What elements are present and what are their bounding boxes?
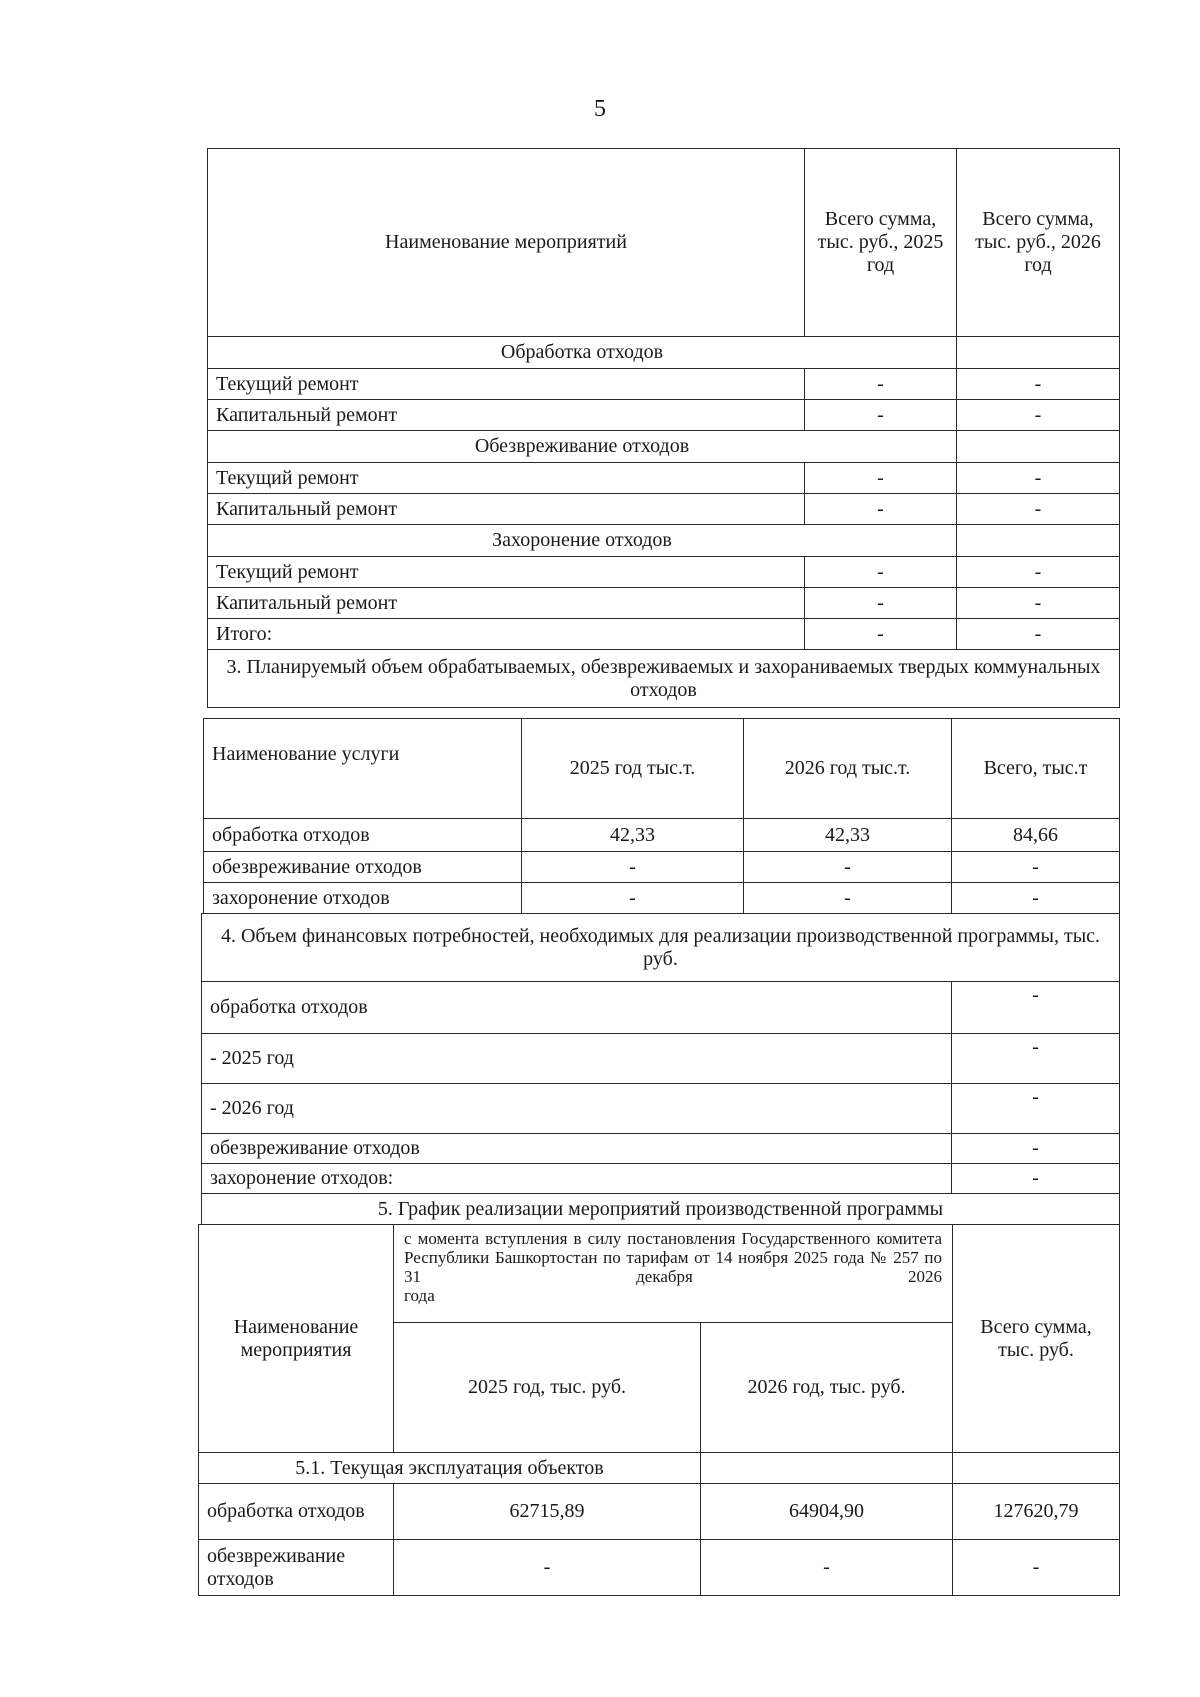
header-total: Всего сумма, тыс. руб. [953, 1225, 1120, 1453]
row-label: Текущий ремонт [208, 369, 805, 400]
table-row [202, 982, 1120, 1034]
header-total-2025: Всего сумма, тыс. руб., 2025 год [805, 149, 957, 337]
subsection-title: 5.1. Текущая эксплуатация объектов [199, 1453, 701, 1484]
waste-volume-table [203, 718, 1120, 914]
value-2026: - [957, 400, 1120, 431]
table-row [208, 463, 1120, 494]
header-2025: 2025 год, тыс. руб. [394, 1323, 701, 1453]
value-total: - [953, 1540, 1120, 1596]
table-row [208, 369, 1120, 400]
row-value: - [952, 982, 1120, 1034]
value-2025: - [805, 369, 957, 400]
row-label: захоронение отходов [204, 883, 522, 914]
financial-needs-table [201, 913, 1120, 1225]
value-2026: - [957, 369, 1120, 400]
repair-costs-table [207, 148, 1120, 708]
row-value: - [952, 1164, 1120, 1194]
section-row [208, 525, 1120, 557]
header-total-2026: Всего сумма, тыс. руб., 2026 год [957, 149, 1120, 337]
value-2026: 64904,90 [701, 1484, 953, 1540]
table-header-row [204, 719, 1120, 819]
value-2026: - [957, 463, 1120, 494]
value-2026: - [744, 852, 952, 883]
total-label: Итого: [208, 619, 805, 650]
table-row [208, 494, 1120, 525]
value-2026: - [957, 557, 1120, 588]
value-2025: - [805, 400, 957, 431]
header-period-text: с момента вступления в силу постановления Государственного комитета Республики Башкортостан по тарифам от 14 ноября 2025 года № 257 по 31 декабря 2026 [404, 1229, 943, 1287]
row-value: - [952, 1034, 1120, 1084]
header-service-name: Наименование услуги [204, 719, 522, 819]
total-2025: - [805, 619, 957, 650]
header-event-name: Наименование мероприятия [199, 1225, 394, 1453]
table-row [208, 400, 1120, 431]
table-row [202, 1034, 1120, 1084]
header-2026: 2026 год тыс.т. [744, 719, 952, 819]
row-label: Капитальный ремонт [208, 494, 805, 525]
table-row [199, 1484, 1120, 1540]
table-header-row [199, 1225, 1120, 1323]
row-label: обезвреживание отходов [199, 1540, 394, 1596]
value-2025: - [805, 463, 957, 494]
row-label: Текущий ремонт [208, 557, 805, 588]
row-label: - 2025 год [202, 1034, 952, 1084]
row-label: Капитальный ремонт [208, 400, 805, 431]
value-2026: - [701, 1540, 953, 1596]
table-row [204, 819, 1120, 852]
value-2025: - [522, 852, 744, 883]
table-row [204, 852, 1120, 883]
section5-title: 5. График реализации мероприятий производственной программы [202, 1194, 1120, 1225]
section-title: Захоронение отходов [208, 525, 957, 557]
value-2026: - [957, 494, 1120, 525]
row-label: обработка отходов [202, 982, 952, 1034]
table-row [202, 1164, 1120, 1194]
table-row [204, 883, 1120, 914]
table-row [208, 588, 1120, 619]
value-total: 127620,79 [953, 1484, 1120, 1540]
schedule-table [198, 1224, 1120, 1596]
header-period-last: года [404, 1286, 435, 1306]
value-total: - [952, 883, 1120, 914]
row-label: Капитальный ремонт [208, 588, 805, 619]
row-label: обезвреживание отходов [204, 852, 522, 883]
section-heading-row [202, 914, 1120, 982]
header-2025: 2025 год тыс.т. [522, 719, 744, 819]
section-title: Обезвреживание отходов [208, 431, 957, 463]
value-2025: 42,33 [522, 819, 744, 852]
value-2026: - [744, 883, 952, 914]
table-header-row [208, 149, 1120, 337]
header-2026: 2026 год, тыс. руб. [701, 1323, 953, 1453]
section-title: Обработка отходов [208, 337, 957, 369]
value-total: - [952, 852, 1120, 883]
value-2025: - [805, 557, 957, 588]
row-label: Текущий ремонт [208, 463, 805, 494]
table-row [208, 557, 1120, 588]
row-label: - 2026 год [202, 1084, 952, 1134]
section-heading-row [202, 1194, 1120, 1225]
header-name: Наименование мероприятий [208, 149, 805, 337]
row-label: захоронение отходов: [202, 1164, 952, 1194]
section-heading-row [208, 650, 1120, 708]
section-row [208, 431, 1120, 463]
section-row [208, 337, 1120, 369]
value-2026: 42,33 [744, 819, 952, 852]
value-2025: - [394, 1540, 701, 1596]
section3-title: 3. Планируемый объем обрабатываемых, обезвреживаемых и захораниваемых твердых коммунальных отходов [208, 650, 1120, 708]
table-row [202, 1134, 1120, 1164]
value-2025: 62715,89 [394, 1484, 701, 1540]
subsection-row [199, 1453, 1120, 1484]
section4-title: 4. Объем финансовых потребностей, необходимых для реализации производственной программы, тыс. руб. [202, 914, 1120, 982]
row-label: обработка отходов [199, 1484, 394, 1540]
value-2025: - [805, 588, 957, 619]
total-row [208, 619, 1120, 650]
value-2025: - [805, 494, 957, 525]
table-row [199, 1540, 1120, 1596]
header-period [394, 1225, 953, 1323]
row-value: - [952, 1134, 1120, 1164]
value-total: 84,66 [952, 819, 1120, 852]
value-2025: - [522, 883, 744, 914]
page-number: 5 [594, 96, 606, 122]
row-value: - [952, 1084, 1120, 1134]
row-label: обезвреживание отходов [202, 1134, 952, 1164]
row-label: обработка отходов [204, 819, 522, 852]
total-2026: - [957, 619, 1120, 650]
value-2026: - [957, 588, 1120, 619]
header-total: Всего, тыс.т [952, 719, 1120, 819]
table-row [202, 1084, 1120, 1134]
